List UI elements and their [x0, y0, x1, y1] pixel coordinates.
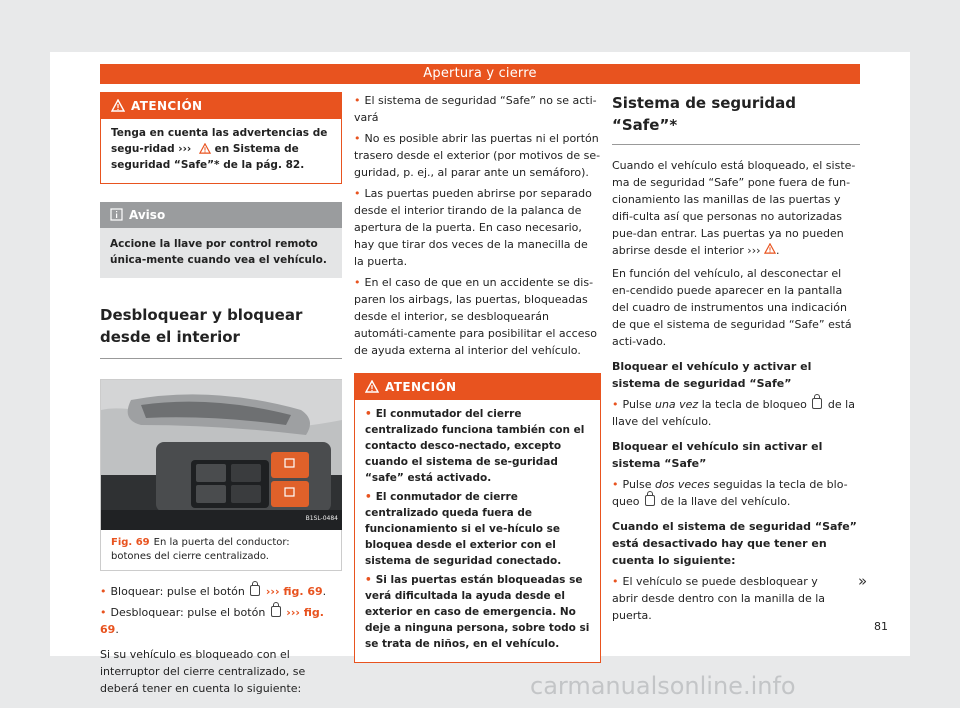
figure-code: B1SL-0484 — [305, 515, 338, 522]
watermark: carmanualsonline.info — [530, 672, 796, 700]
bullet-list — [100, 583, 342, 638]
warning-title: ATENCIÓN — [101, 93, 341, 119]
page-number: 81 — [874, 620, 888, 633]
subheading: Bloquear el vehículo sin activar el sistema “Safe” — [612, 440, 823, 470]
list-item: • El sistema de seguridad “Safe” no se acti-vará — [354, 94, 597, 124]
section-title: Desbloquear y bloquear desde el interior — [100, 304, 342, 359]
lock-icon — [645, 495, 655, 506]
paragraph: En función del vehículo, al desconectar el en-cendido puede aparecer en la pantalla del cuadro de instrumentos una indicación de que el sistema de seguridad “Safe” está acti-vado. — [612, 267, 852, 348]
note-body: Accione la llave por control remoto única-mente cuando vea el vehículo. — [110, 238, 327, 266]
page-header: Apertura y cierre — [100, 64, 860, 84]
list-item: • No es posible abrir las puertas ni el portón trasero desde el exterior (por motivos de se-guridad, p. ej., al parar ante un semáforo). — [354, 132, 601, 179]
subheading: Cuando el sistema de seguridad “Safe” está desactivado hay que tener en cuenta lo siguiente: — [612, 520, 857, 567]
lock-icon — [812, 398, 822, 409]
warning-box — [100, 92, 342, 184]
note-title: Aviso — [100, 202, 342, 228]
warning-body — [355, 400, 600, 662]
figure-number: Fig. 69 — [111, 537, 150, 548]
list-item: • Pulse dos veces seguidas la tecla de blo-queo de la llave del vehículo. — [612, 478, 848, 508]
warning-box — [354, 373, 601, 663]
continue-marker: » — [858, 572, 868, 590]
note-box — [100, 202, 342, 278]
list-item: • El conmutador de cierre centralizado queda fuera de funcionamiento si el ve-hículo se bloquea desde el exterior con el sistema de seguridad conectado. — [365, 491, 562, 567]
list-item: • El conmutador del cierre centralizado funciona también con el contacto desco-nectado, excepto cuando el sistema de se-guridad “safe” está activado. — [365, 408, 585, 484]
paragraph: Si su vehículo es bloqueado con el interruptor del cierre centralizado, se deberá tener en cuenta lo siguiente: — [100, 648, 306, 695]
paragraph: Cuando el vehículo está bloqueado, el siste-ma de seguridad “Safe” pone fuera de fun-cionamiento las manillas de las puertas y difi-culta así que personas no autorizadas pue-dan entrar. Las puertas ya no pueden abrirse desde el interior ››› . — [612, 159, 856, 257]
subheading: Bloquear el vehículo y activar el sistema de seguridad “Safe” — [612, 360, 812, 390]
list-item: • Las puertas pueden abrirse por separado desde el interior tirando de la palanca de apertura de la puerta. En caso necesario, hay que tirar dos veces de la manecilla de la puerta. — [354, 187, 592, 268]
lock-icon — [250, 585, 260, 596]
list-item: • Bloquear: pulse el botón ››› fig. 69. — [100, 585, 327, 598]
list-item: • En el caso de que en un accidente se dis-paren los airbags, las puertas, bloqueadas desde el interior, se desbloquearán automáti-camente para posibilitar el acceso de ayuda externa al interior del vehículo. — [354, 276, 597, 357]
warning-icon — [111, 99, 125, 112]
door-panel-illustration — [101, 380, 342, 530]
list-item: • Pulse una vez la tecla de bloqueo de la llave del vehículo. — [612, 398, 855, 428]
section-title: Sistema de seguridad “Safe”* — [612, 92, 860, 145]
list-item: • El vehículo se puede desbloquear y abrir desde dentro con la manilla de la puerta. — [612, 575, 826, 622]
door-switch-image — [101, 380, 342, 530]
warning-icon — [199, 143, 211, 154]
warning-icon — [365, 380, 379, 393]
list-item: • Si las puertas están bloqueadas se verá dificultada la ayuda desde el exterior en caso de emergencia. No deje a ninguna persona, sobre todo si se trata de niños, en el vehículo. — [365, 574, 590, 650]
list-item: • Desbloquear: pulse el botón ››› fig. 69. — [100, 606, 324, 636]
info-icon — [110, 208, 123, 221]
warning-body: Tenga en cuenta las advertencias de segu-ridad ››› en Sistema de seguridad “Safe”* de la pág. 82. — [111, 127, 328, 171]
column-middle — [354, 92, 601, 663]
column-right — [612, 92, 860, 624]
unlock-icon — [271, 606, 281, 617]
figure — [100, 379, 342, 571]
warning-icon — [764, 243, 776, 254]
warning-title: ATENCIÓN — [355, 374, 600, 400]
figure-link[interactable]: ››› fig. 69 — [100, 606, 324, 636]
column-left — [100, 92, 342, 697]
figure-caption: Fig. 69 En la puerta del conductor: botones del cierre centralizado. — [101, 530, 341, 570]
figure-link[interactable]: ››› fig. 69 — [265, 585, 323, 598]
